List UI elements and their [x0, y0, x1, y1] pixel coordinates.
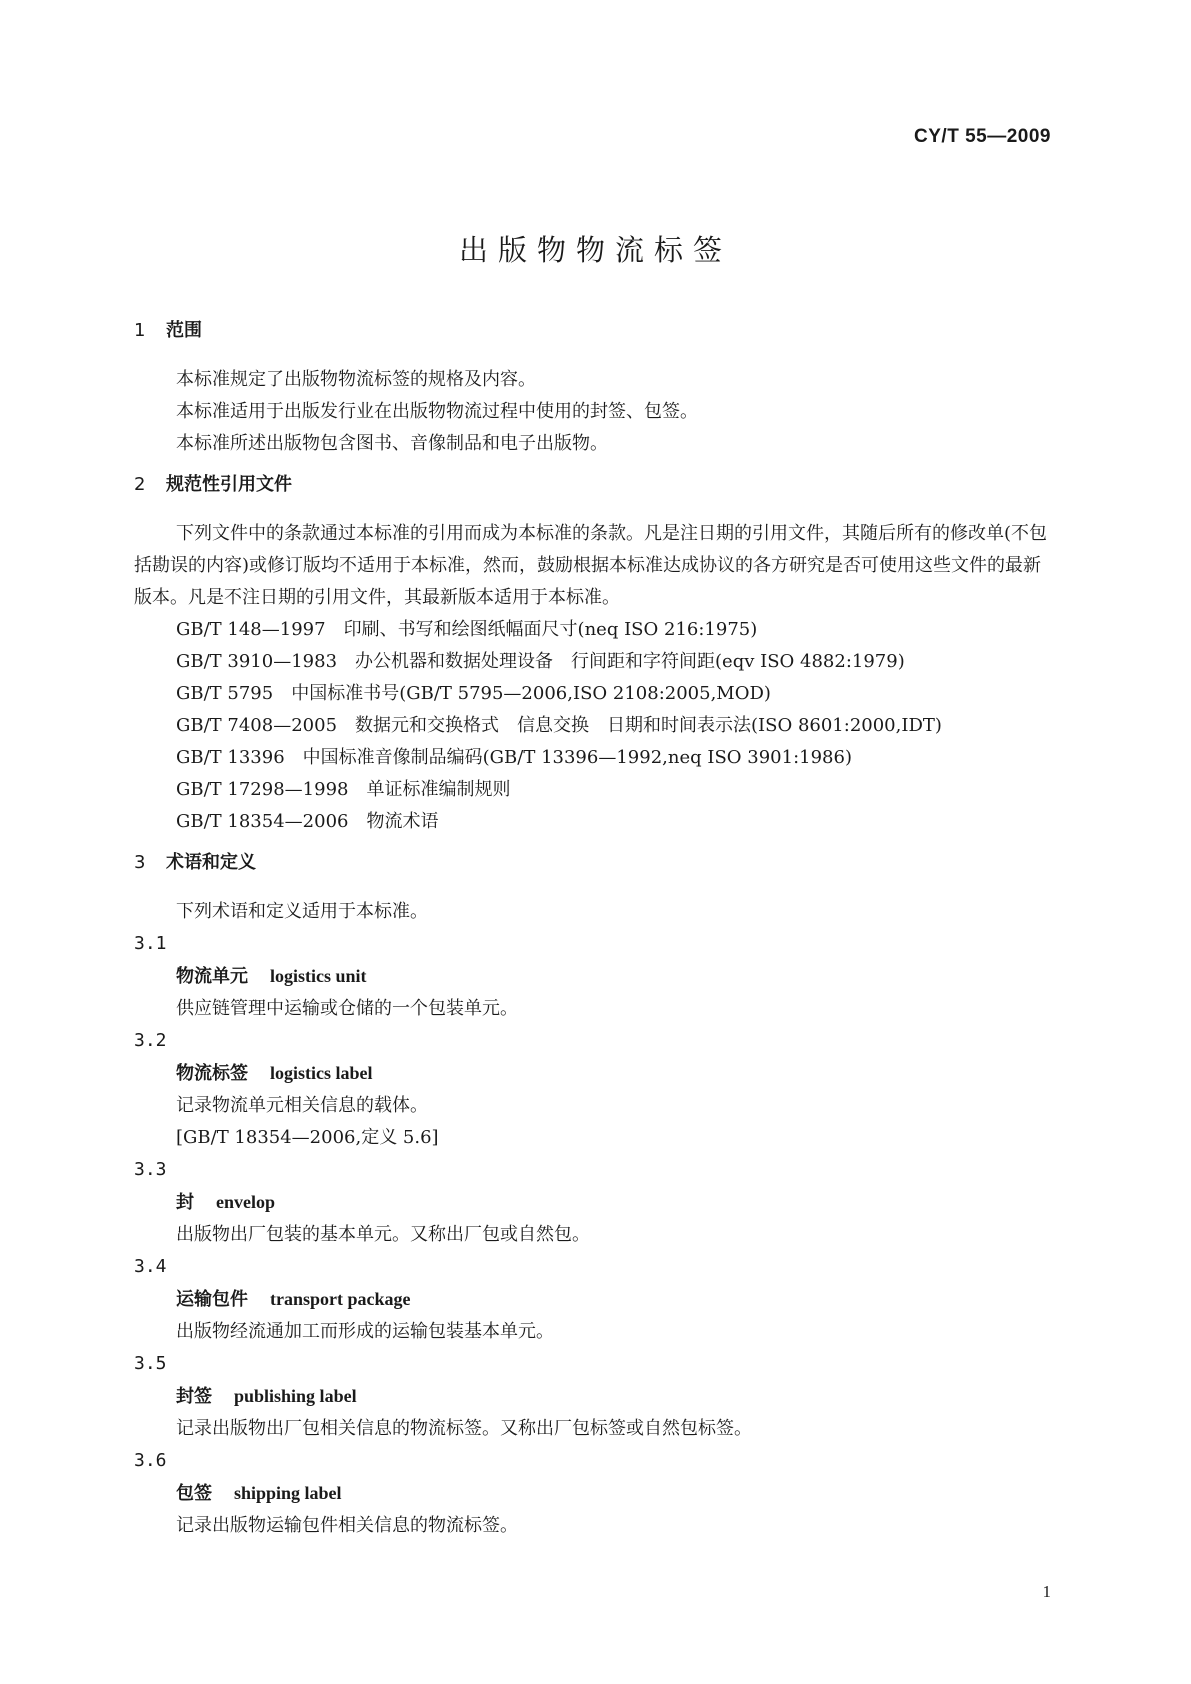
term-zh: 物流单元	[176, 966, 248, 987]
scope-paragraph: 本标准所述出版物包含图书、音像制品和电子出版物。	[176, 433, 608, 454]
reference-item: GB/T 7408—2005 数据元和交换格式 信息交换 日期和时间表示法(ISO 8601:2000,IDT)	[176, 715, 942, 736]
term-definition: 供应链管理中运输或仓储的一个包装单元。	[176, 998, 518, 1019]
section-number: 1	[134, 320, 146, 341]
term-zh: 物流标签	[176, 1063, 248, 1084]
term-number: 3.5	[134, 1353, 167, 1374]
term-definition: 出版物经流通加工而形成的运输包装基本单元。	[176, 1321, 554, 1342]
section-number: 3	[134, 852, 146, 873]
term-number: 3.6	[134, 1450, 167, 1471]
term-en: envelop	[216, 1192, 276, 1212]
section-heading-scope	[134, 320, 1054, 342]
term-definition: 出版物出厂包装的基本单元。又称出厂包或自然包。	[176, 1224, 590, 1245]
section-title: 规范性引用文件	[166, 474, 292, 495]
term-en: logistics unit	[270, 966, 367, 986]
term-entry	[134, 1154, 1054, 1251]
term-en: logistics label	[270, 1063, 373, 1083]
scope-paragraph: 本标准适用于出版发行业在出版物物流过程中使用的封签、包签。	[176, 401, 698, 422]
refs-intro: 下列文件中的条款通过本标准的引用而成为本标准的条款。凡是注日期的引用文件，其随后所有的修改单(不包括勘误的内容)或修订版均不适用于本标准，然而，鼓励根据本标准达成协议的各方研究是否可使用这些文件的最新版本。凡是不注日期的引用文件，其最新版本适用于本标准。	[134, 523, 1048, 608]
term-definition: 记录出版物出厂包相关信息的物流标签。又称出厂包标签或自然包标签。	[176, 1418, 752, 1439]
scope-paragraph: 本标准规定了出版物物流标签的规格及内容。	[176, 369, 536, 390]
term-en: transport package	[270, 1289, 411, 1309]
term-number: 3.4	[134, 1256, 167, 1277]
term-entry	[134, 1348, 1054, 1445]
document-body	[134, 320, 1054, 1542]
section-title: 术语和定义	[166, 852, 256, 873]
term-zh: 运输包件	[176, 1289, 248, 1310]
reference-item: GB/T 5795 中国标准书号(GB/T 5795—2006,ISO 2108:2005,MOD)	[176, 683, 771, 704]
document-title: 出版物物流标签	[458, 233, 732, 267]
term-entry	[134, 1251, 1054, 1348]
section-heading-terms	[134, 852, 1054, 874]
term-heading	[134, 1477, 1054, 1510]
term-heading	[134, 1186, 1054, 1219]
term-zh: 封	[176, 1192, 194, 1213]
term-heading	[134, 960, 1054, 993]
term-entry	[134, 1445, 1054, 1542]
term-number: 3.1	[134, 933, 167, 954]
term-en: publishing label	[234, 1386, 357, 1406]
term-zh: 包签	[176, 1483, 212, 1504]
reference-item: GB/T 17298—1998 单证标准编制规则	[176, 779, 511, 800]
reference-item: GB/T 148—1997 印刷、书写和绘图纸幅面尺寸(neq ISO 216:1975)	[176, 619, 758, 640]
page-number: 1	[1042, 1582, 1051, 1601]
section-number: 2	[134, 474, 146, 495]
reference-item: GB/T 18354—2006 物流术语	[176, 811, 439, 832]
term-heading	[134, 1380, 1054, 1413]
term-number: 3.2	[134, 1030, 167, 1051]
section-title: 范围	[166, 320, 202, 341]
section-heading-refs	[134, 474, 1054, 496]
term-definition: 记录出版物运输包件相关信息的物流标签。	[176, 1515, 518, 1536]
terms-intro: 下列术语和定义适用于本标准。	[176, 901, 428, 922]
reference-item: GB/T 3910—1983 办公机器和数据处理设备 行间距和字符间距(eqv ISO 4882:1979)	[176, 651, 905, 672]
term-entry	[134, 928, 1054, 1025]
term-definition: 记录物流单元相关信息的载体。	[176, 1095, 428, 1116]
reference-item: GB/T 13396 中国标准音像制品编码(GB/T 13396—1992,neq ISO 3901:1986)	[176, 747, 852, 768]
term-heading	[134, 1057, 1054, 1090]
term-en: shipping label	[234, 1483, 342, 1503]
term-source: [GB/T 18354—2006,定义 5.6]	[176, 1127, 439, 1148]
term-zh: 封签	[176, 1386, 212, 1407]
term-entry	[134, 1025, 1054, 1154]
term-heading	[134, 1283, 1054, 1316]
standard-code: CY/T 55—2009	[914, 126, 1051, 147]
term-number: 3.3	[134, 1159, 167, 1180]
